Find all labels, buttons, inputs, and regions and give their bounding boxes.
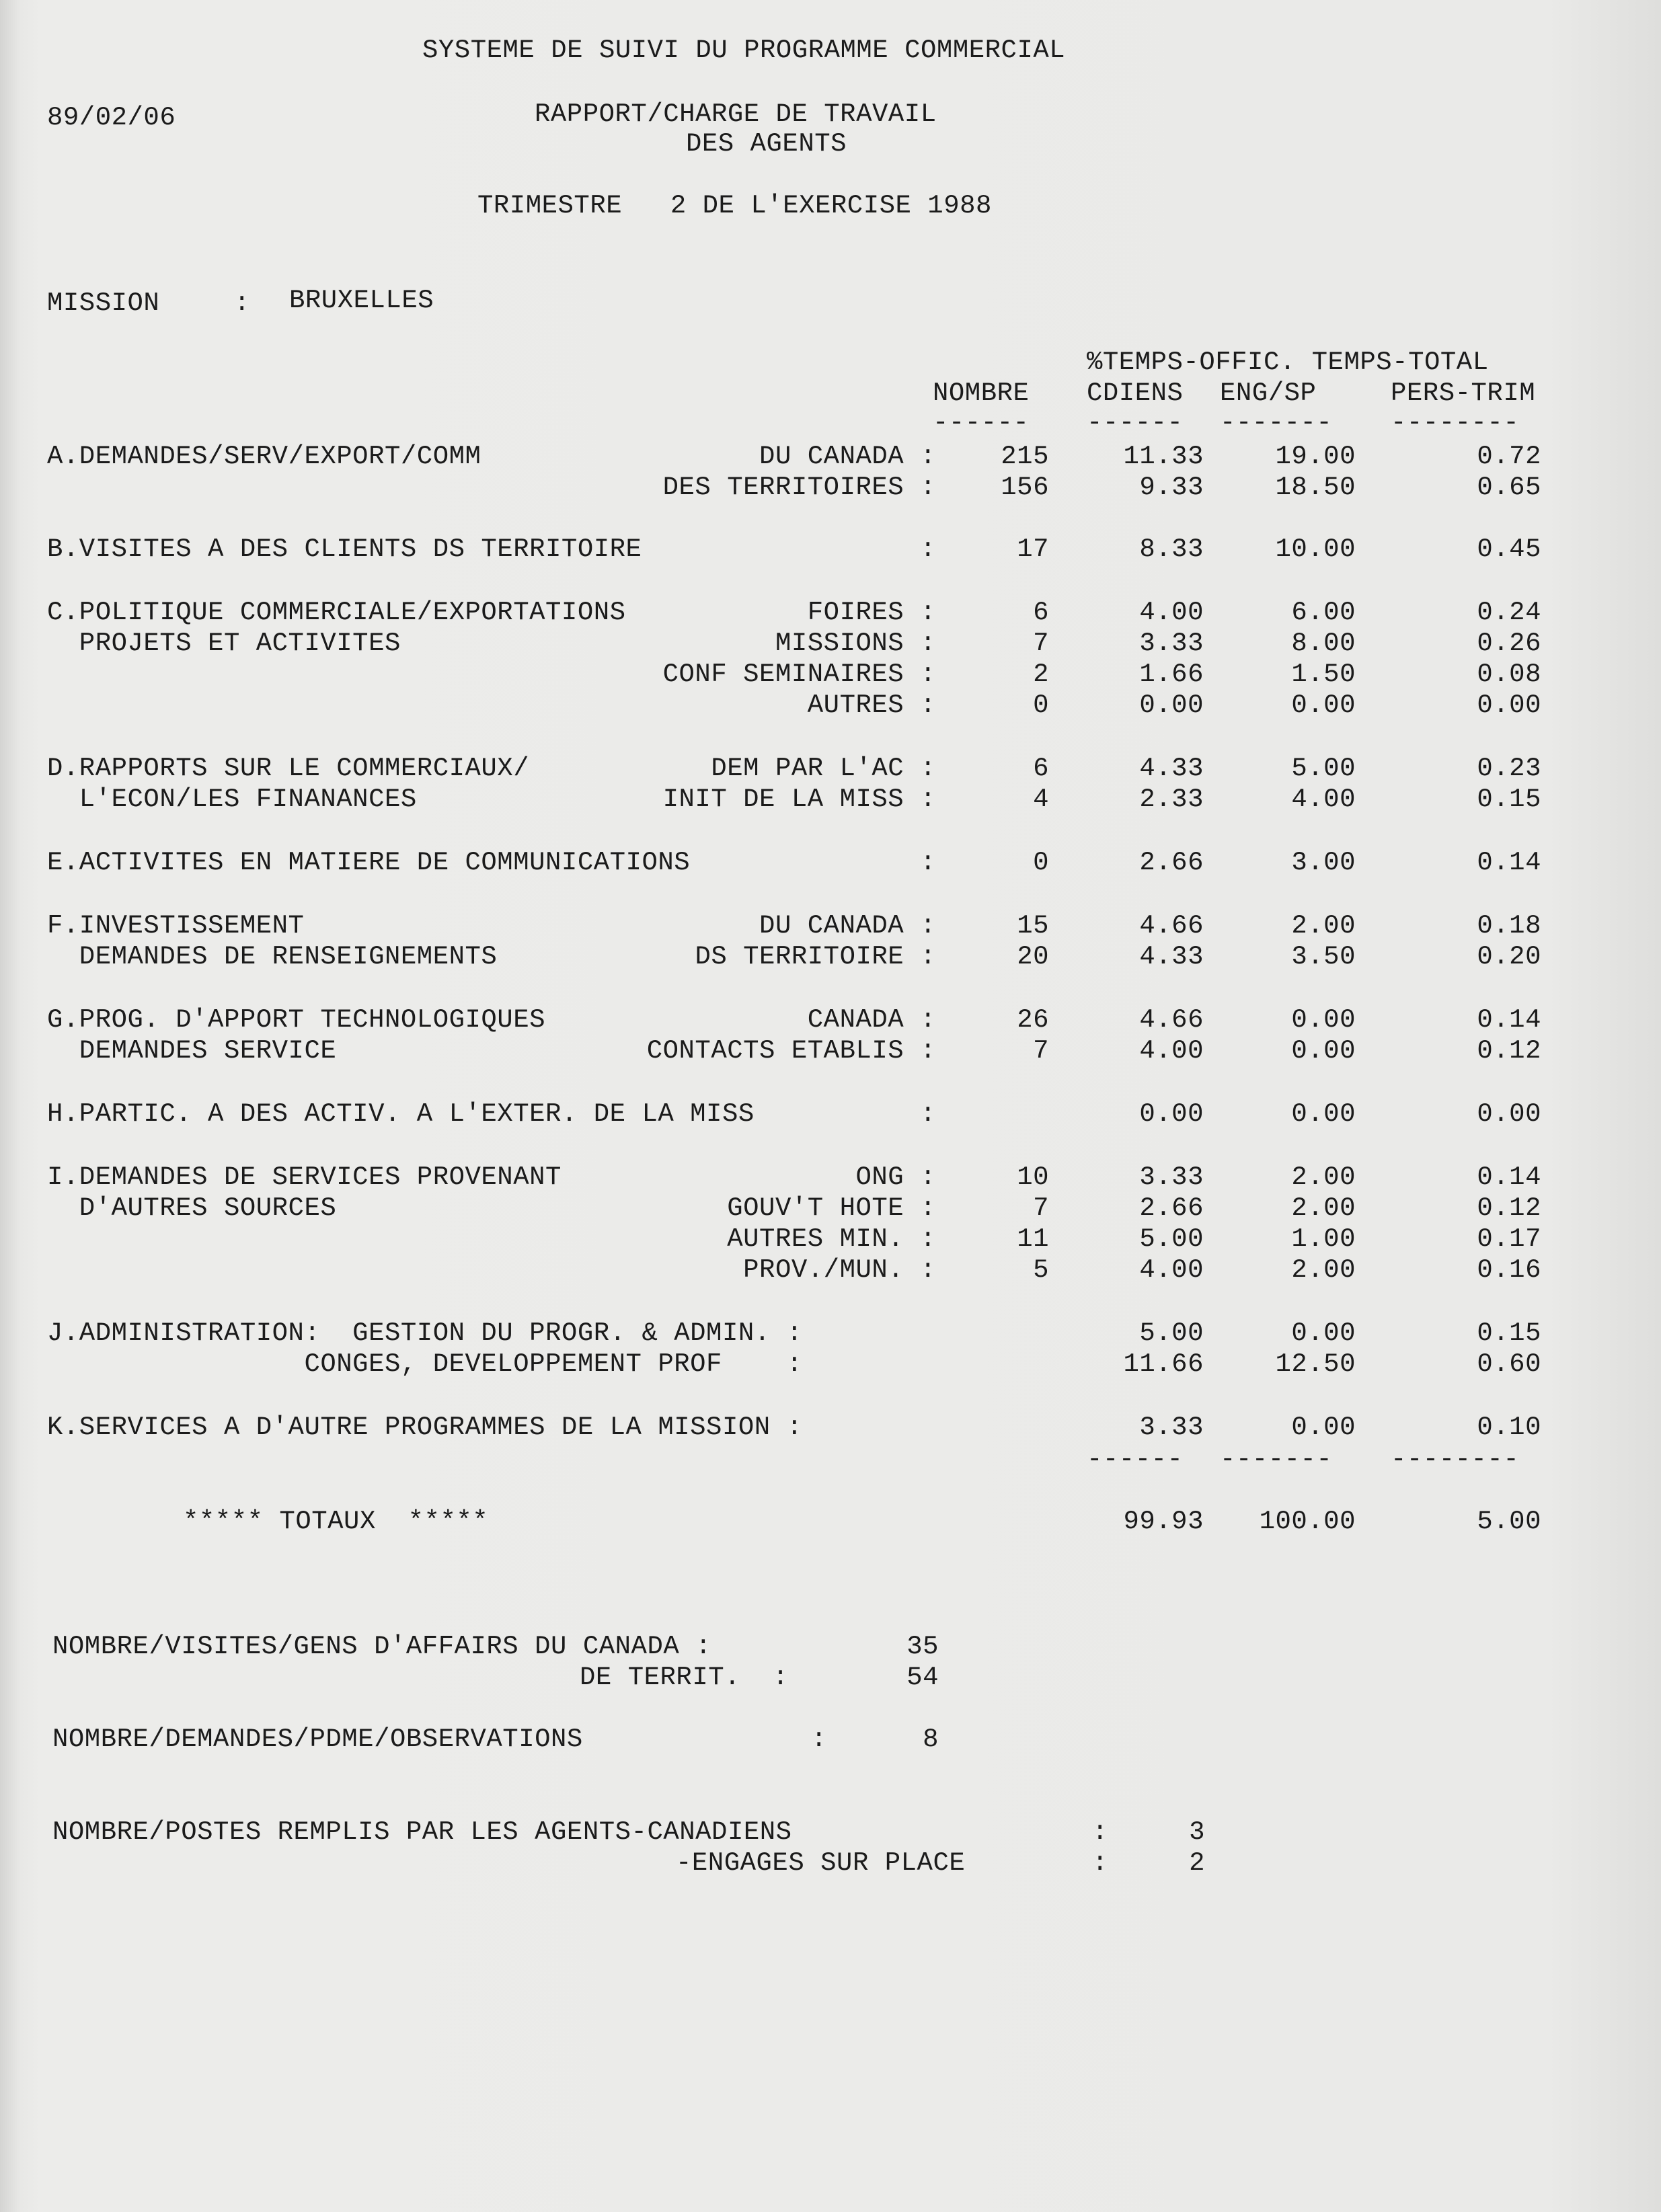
row-pers-trim: 0.14 [1477,1162,1541,1192]
totals-pers-trim: 5.00 [1477,1507,1541,1536]
mission-label: MISSION [47,288,160,318]
column-header-top: %TEMPS-OFFIC. TEMPS-TOTAL [1087,348,1489,377]
row-pers-trim: 0.23 [1477,754,1541,783]
row-nombre: 15 [1017,911,1049,941]
row-nombre: 156 [1001,473,1049,502]
row-cdiens: 4.33 [1139,754,1204,783]
demandes-pdme-value: 8 [923,1725,939,1754]
column-header-engsp: ENG/SP [1220,379,1317,408]
row-pers-trim: 0.14 [1477,1005,1541,1035]
system-title: SYSTEME DE SUIVI DU PROGRAMME COMMERCIAL [422,36,1066,65]
column-divider-cdiens: ------ [1087,408,1184,438]
row-engsp: 8.00 [1291,629,1356,658]
totals-divider-engsp: ------- [1220,1445,1333,1474]
row-cdiens: 5.00 [1139,1318,1204,1348]
totals-engsp: 100.00 [1259,1507,1356,1536]
row-label: I.DEMANDES DE SERVICES PROVENANT [47,1162,562,1192]
column-header-nombre: NOMBRE [933,379,1030,408]
row-cdiens: 0.00 [1139,690,1204,720]
row-pers-trim: 0.12 [1477,1193,1541,1223]
totals-divider-cdiens: ------ [1087,1445,1184,1474]
report-date: 89/02/06 [47,103,176,132]
report-title-line1: RAPPORT/CHARGE DE TRAVAIL [535,100,937,129]
row-engsp: 2.00 [1291,1255,1356,1285]
row-pers-trim: 0.72 [1477,442,1541,471]
row-cdiens: 4.66 [1139,911,1204,941]
row-nombre: 20 [1017,942,1049,972]
row-label: D.RAPPORTS SUR LE COMMERCIAUX/ [47,754,530,783]
row-nombre: 10 [1017,1162,1049,1192]
row-nombre: 215 [1001,442,1049,471]
report-period: TRIMESTRE 2 DE L'EXERCISE 1988 [477,191,992,221]
row-sublabel: GOUV'T HOTE : [727,1193,936,1223]
row-sublabel: DS TERRITOIRE : [695,942,936,972]
row-engsp: 3.50 [1291,942,1356,972]
postes-canadiens-value: 3 [1189,1817,1205,1847]
row-pers-trim: 0.14 [1477,848,1541,877]
row-nombre: 7 [1033,629,1049,658]
postes-canadiens-separator: : [1092,1817,1108,1847]
row-pers-trim: 0.15 [1477,785,1541,814]
visites-canada-value: 35 [906,1632,939,1661]
row-pers-trim: 0.00 [1477,690,1541,720]
totals-label: ***** TOTAUX ***** [183,1507,489,1536]
row-cdiens: 9.33 [1139,473,1204,502]
row-pers-trim: 0.18 [1477,911,1541,941]
row-cdiens: 3.33 [1139,629,1204,658]
row-pers-trim: 0.65 [1477,473,1541,502]
row-label: E.ACTIVITES EN MATIERE DE COMMUNICATIONS [47,848,691,877]
row-pers-trim: 0.16 [1477,1255,1541,1285]
engages-sur-place-label: -ENGAGES SUR PLACE [676,1848,966,1878]
row-cdiens: 3.33 [1139,1162,1204,1192]
row-sublabel: AUTRES MIN. : [727,1224,936,1254]
row-nombre: 6 [1033,598,1049,627]
row-label: J.ADMINISTRATION: GESTION DU PROGR. & ADMIN. : [47,1318,803,1348]
row-label: K.SERVICES A D'AUTRE PROGRAMMES DE LA MISSION : [47,1413,803,1442]
row-pers-trim: 0.20 [1477,942,1541,972]
mission-separator: : [234,288,250,318]
row-cdiens: 4.66 [1139,1005,1204,1035]
demandes-pdme-label: NOMBRE/DEMANDES/PDME/OBSERVATIONS [52,1725,583,1754]
row-engsp: 0.00 [1291,1099,1356,1129]
row-pers-trim: 0.08 [1477,660,1541,689]
row-nombre: 7 [1033,1036,1049,1066]
row-engsp: 0.00 [1291,690,1356,720]
row-sublabel: DEM PAR L'AC : [711,754,936,783]
row-label: F.INVESTISSEMENT [47,911,305,941]
row-pers-trim: 0.17 [1477,1224,1541,1254]
row-cdiens: 4.33 [1139,942,1204,972]
row-engsp: 10.00 [1275,535,1356,564]
row-cdiens: 5.00 [1139,1224,1204,1254]
row-cdiens: 4.00 [1139,598,1204,627]
row-pers-trim: 0.00 [1477,1099,1541,1129]
row-cdiens: 11.33 [1123,442,1204,471]
row-label: DEMANDES DE RENSEIGNEMENTS [47,942,498,972]
row-engsp: 3.00 [1291,848,1356,877]
row-nombre: 11 [1017,1224,1049,1254]
row-sublabel: DU CANADA : [759,911,936,941]
row-engsp: 2.00 [1291,1162,1356,1192]
row-sublabel: DU CANADA : [759,442,936,471]
column-header-cdiens: CDIENS [1087,379,1184,408]
row-nombre: 4 [1033,785,1049,814]
row-sublabel: : [920,535,936,564]
row-engsp: 0.00 [1291,1005,1356,1035]
totals-cdiens: 99.93 [1123,1507,1204,1536]
row-nombre: 5 [1033,1255,1049,1285]
row-cdiens: 2.33 [1139,785,1204,814]
report-title-line2: DES AGENTS [686,129,847,159]
row-sublabel: CANADA : [807,1005,936,1035]
row-label: H.PARTIC. A DES ACTIV. A L'EXTER. DE LA MISS [47,1099,755,1129]
row-engsp: 5.00 [1291,754,1356,783]
row-pers-trim: 0.10 [1477,1413,1541,1442]
visites-territ-label: DE TERRIT. : [580,1663,789,1692]
row-label: CONGES, DEVELOPPEMENT PROF : [47,1349,803,1379]
row-sublabel: : [920,1099,936,1129]
row-pers-trim: 0.26 [1477,629,1541,658]
mission-value: BRUXELLES [289,286,434,315]
row-engsp: 2.00 [1291,911,1356,941]
row-pers-trim: 0.24 [1477,598,1541,627]
row-pers-trim: 0.15 [1477,1318,1541,1348]
row-nombre: 7 [1033,1193,1049,1223]
row-engsp: 6.00 [1291,598,1356,627]
row-cdiens: 3.33 [1139,1413,1204,1442]
totals-divider-pers-trim: -------- [1391,1445,1520,1474]
row-cdiens: 4.00 [1139,1255,1204,1285]
row-cdiens: 1.66 [1139,660,1204,689]
row-engsp: 4.00 [1291,785,1356,814]
row-cdiens: 8.33 [1139,535,1204,564]
row-sublabel: INIT DE LA MISS : [662,785,936,814]
row-engsp: 0.00 [1291,1413,1356,1442]
row-label: PROJETS ET ACTIVITES [47,629,401,658]
row-pers-trim: 0.12 [1477,1036,1541,1066]
row-engsp: 18.50 [1275,473,1356,502]
row-sublabel: FOIRES : [807,598,936,627]
row-engsp: 19.00 [1275,442,1356,471]
visites-territ-value: 54 [906,1663,939,1692]
row-engsp: 12.50 [1275,1349,1356,1379]
visites-canada-label: NOMBRE/VISITES/GENS D'AFFAIRS DU CANADA : [52,1632,712,1661]
row-sublabel: PROV./MUN. : [743,1255,936,1285]
row-sublabel: AUTRES : [807,690,936,720]
row-nombre: 6 [1033,754,1049,783]
engages-sur-place-separator: : [1092,1848,1108,1878]
row-sublabel: CONTACTS ETABLIS : [646,1036,936,1066]
row-label: L'ECON/LES FINANANCES [47,785,417,814]
row-label: D'AUTRES SOURCES [47,1193,337,1223]
postes-canadiens-label: NOMBRE/POSTES REMPLIS PAR LES AGENTS-CANADIENS [52,1817,792,1847]
row-nombre: 0 [1033,690,1049,720]
row-engsp: 0.00 [1291,1318,1356,1348]
row-nombre: 2 [1033,660,1049,689]
demandes-pdme-separator: : [811,1725,827,1754]
row-label: C.POLITIQUE COMMERCIALE/EXPORTATIONS [47,598,626,627]
row-label: DEMANDES SERVICE [47,1036,337,1066]
row-label: A.DEMANDES/SERV/EXPORT/COMM [47,442,481,471]
row-cdiens: 2.66 [1139,848,1204,877]
column-divider-pers-trim: -------- [1391,408,1520,438]
row-sublabel: : [920,848,936,877]
row-nombre: 17 [1017,535,1049,564]
row-nombre: 0 [1033,848,1049,877]
column-divider-engsp: ------- [1220,408,1333,438]
engages-sur-place-value: 2 [1189,1848,1205,1878]
row-pers-trim: 0.45 [1477,535,1541,564]
row-cdiens: 0.00 [1139,1099,1204,1129]
row-label: G.PROG. D'APPORT TECHNOLOGIQUES [47,1005,546,1035]
row-sublabel: ONG : [855,1162,936,1192]
row-pers-trim: 0.60 [1477,1349,1541,1379]
row-sublabel: DES TERRITOIRES : [662,473,936,502]
column-divider-nombre: ------ [933,408,1030,438]
row-engsp: 1.00 [1291,1224,1356,1254]
row-cdiens: 4.00 [1139,1036,1204,1066]
row-sublabel: MISSIONS : [775,629,936,658]
column-header-pers-trim: PERS-TRIM [1391,379,1536,408]
row-label: B.VISITES A DES CLIENTS DS TERRITOIRE [47,535,642,564]
row-engsp: 0.00 [1291,1036,1356,1066]
row-engsp: 2.00 [1291,1193,1356,1223]
row-cdiens: 2.66 [1139,1193,1204,1223]
row-engsp: 1.50 [1291,660,1356,689]
row-nombre: 26 [1017,1005,1049,1035]
row-sublabel: CONF SEMINAIRES : [662,660,936,689]
row-cdiens: 11.66 [1123,1349,1204,1379]
